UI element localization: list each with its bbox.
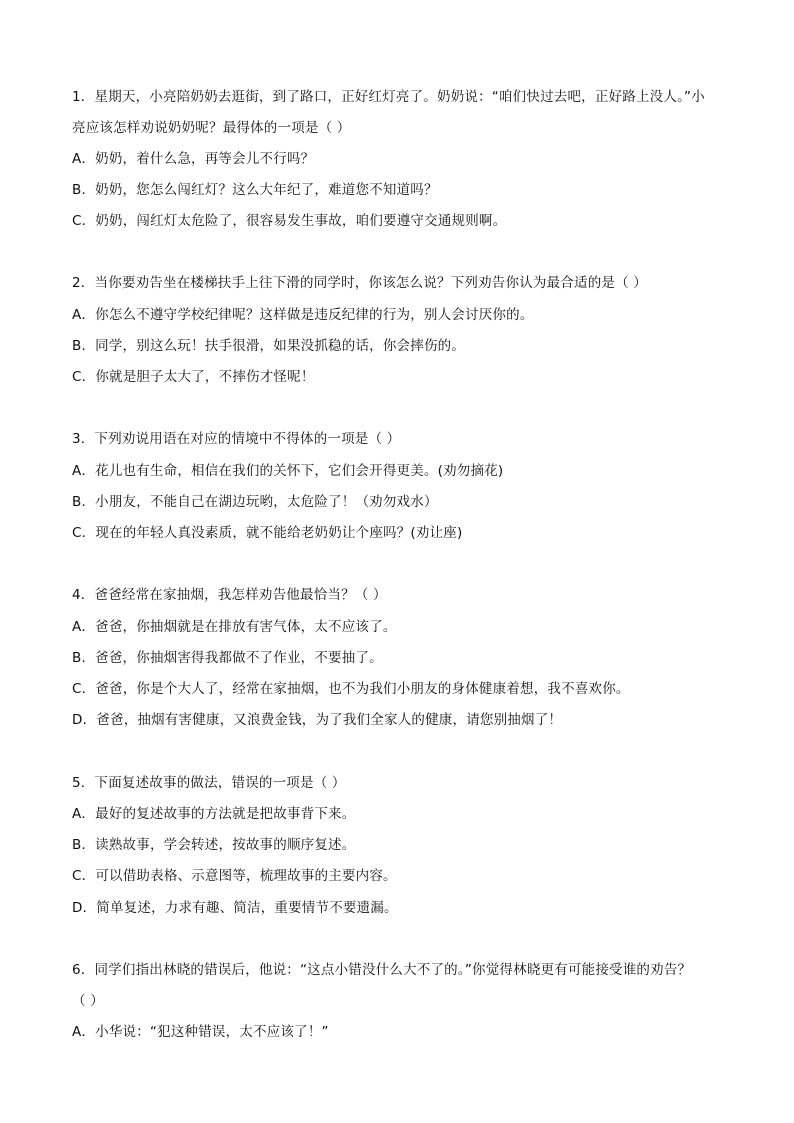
q2-option-a: A．你怎么不遵守学校纪律呢？这样做是违反纪律的行为，别人会讨厌你的。 xyxy=(72,307,534,323)
q1-option-c: C．奶奶，闯红灯太危险了，很容易发生事故，咱们要遵守交通规则啊。 xyxy=(72,213,507,229)
q5-option-a: A．最好的复述故事的方法就是把故事背下来。 xyxy=(72,806,356,822)
q2-option-c: C．你就是胆子太大了，不摔伤才怪呢！ xyxy=(72,369,315,385)
q6-stem-line-1: 6．同学们指出林晓的错误后，他说：“这点小错没什么大不了的。”你觉得林晓更有可能接受谁的劝告？ xyxy=(72,962,692,978)
q1-stem-line-2: 亮应该怎样劝说奶奶呢？最得体的一项是（ ） xyxy=(72,120,351,136)
q3-option-b: B．小朋友，不能自己在湖边玩哟，太危险了！（劝勿戏水） xyxy=(72,494,438,510)
q1-option-b: B．奶奶，您怎么闯红灯？这么大年纪了，难道您不知道吗？ xyxy=(72,182,438,198)
q1-stem-line-1: 1．星期天，小亮陪奶奶去逛街，到了路口，正好红灯亮了。奶奶说：“咱们快过去吧，正好路上没人。”小 xyxy=(72,89,705,105)
q1-option-a: A．奶奶，着什么急，再等会儿不行吗？ xyxy=(72,151,315,167)
q2-stem-line-1: 2．当你要劝告坐在楼梯扶手上往下滑的同学时，你该怎么说？下列劝告你认为最合适的是（ ） xyxy=(72,275,647,291)
q3-option-a: A．花儿也有生命，相信在我们的关怀下，它们会开得更美。(劝勿摘花) xyxy=(72,463,504,479)
q3-option-c: C．现在的年轻人真没素质，就不能给老奶奶让个座吗？(劝让座) xyxy=(72,525,463,541)
q3-stem-line-1: 3．下列劝说用语在对应的情境中不得体的一项是（ ） xyxy=(72,431,401,447)
q4-option-b: B．爸爸，你抽烟害得我都做不了作业，不要抽了。 xyxy=(72,650,383,666)
q2-option-b: B．同学，别这么玩！扶手很滑，如果没抓稳的话，你会摔伤的。 xyxy=(72,338,466,354)
q6-stem-line-2: （ ） xyxy=(72,993,104,1009)
q5-option-d: D．简单复述，力求有趣、简洁，重要情节不要遗漏。 xyxy=(72,900,398,916)
q4-stem-line-1: 4．爸爸经常在家抽烟，我怎样劝告他最恰当？（ ） xyxy=(72,587,387,603)
q6-option-a: A．小华说：“犯这种错误，太不应该了！” xyxy=(72,1024,329,1040)
q4-option-d: D．爸爸，抽烟有害健康，又浪费金钱，为了我们全家人的健康，请您别抽烟了！ xyxy=(72,712,563,728)
q5-option-b: B．读熟故事，学会转述，按故事的顺序复述。 xyxy=(72,837,356,853)
q5-option-c: C．可以借助表格、示意图等，梳理故事的主要内容。 xyxy=(72,868,397,884)
q5-stem-line-1: 5．下面复述故事的做法，错误的一项是（ ） xyxy=(72,775,346,791)
q4-option-c: C．爸爸，你是个大人了，经常在家抽烟，也不为我们小朋友的身体健康着想，我不喜欢你。 xyxy=(72,681,630,697)
q4-option-a: A．爸爸，你抽烟就是在排放有害气体，太不应该了。 xyxy=(72,619,397,635)
